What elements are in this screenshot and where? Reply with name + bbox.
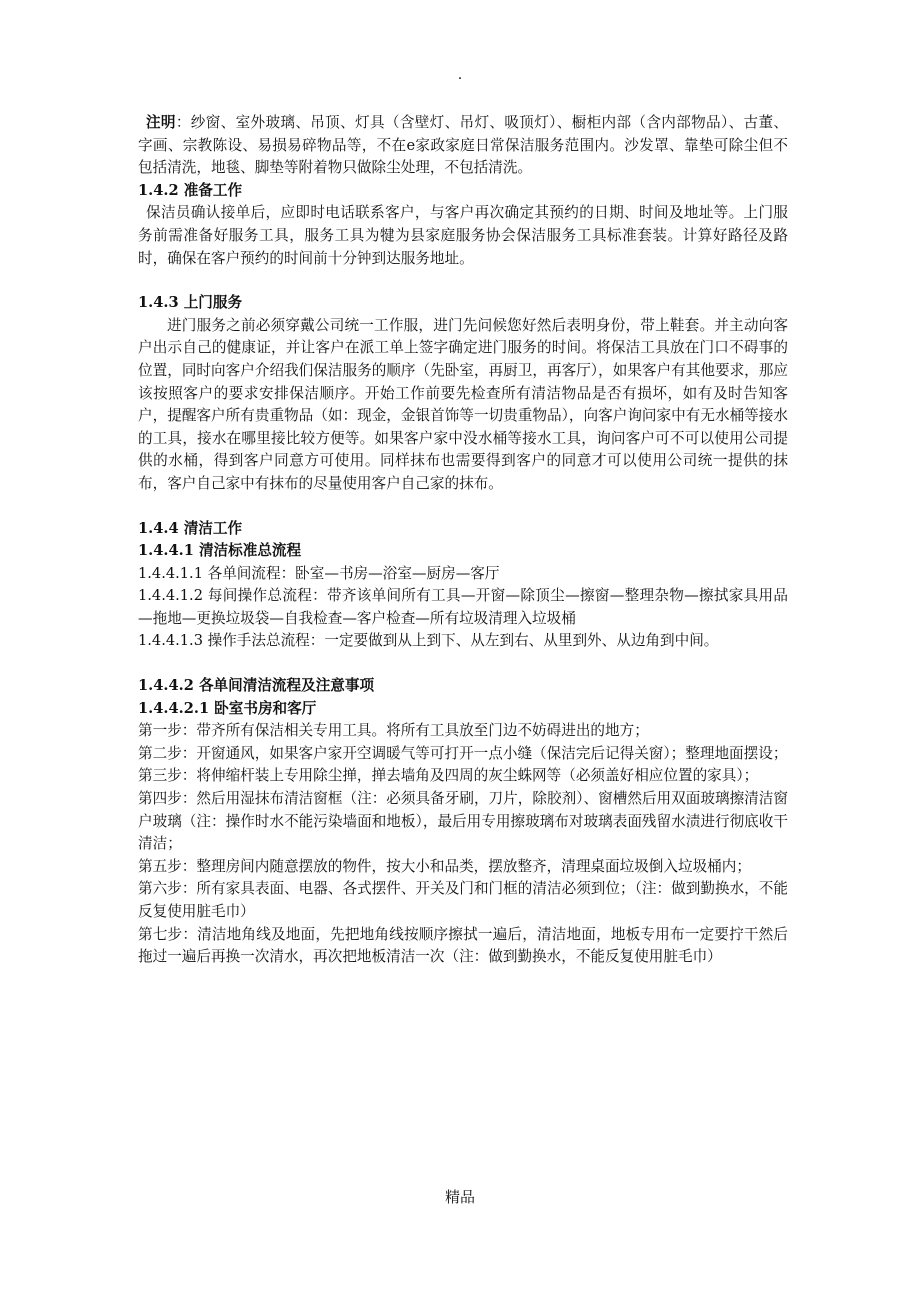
list-item: 1.4.4.1.2 每间操作总流程：带齐该单间所有工具—开窗—除顶尘—擦窗—整理杂物—擦拭家具用品—拖地—更换垃圾袋—自我检查—客户检查—所有垃圾清理入垃圾桶 [138, 587, 788, 627]
spacer [138, 653, 788, 675]
list-item: 1.4.4.1.3 操作手法总流程：一定要做到从上到下、从左到右、从里到外、从边角到中间。 [138, 632, 719, 650]
subsection-heading-1-4-4-1: 1.4.4.1 清洁标准总流程 [138, 542, 302, 560]
page-top-mark: . [457, 67, 463, 83]
section-heading-1-4-2: 1.4.2 准备工作 [138, 181, 243, 199]
spacer [138, 496, 788, 518]
step-item: 第二步：开窗通风，如果客户家开空调暖气等可打开一点小缝（保洁完后记得关窗）；整理地面摆设； [138, 744, 788, 762]
note-label: 注明 [146, 114, 176, 131]
subsection-heading-1-4-4-2: 1.4.4.2 各单间清洁流程及注意事项 [138, 677, 375, 695]
step-item: 第七步：清洁地角线及地面，先把地角线按顺序擦拭一遍后，清洁地面，地板专用布一定要拧干然后拖过一遍后再换一次清水，再次把地板清洁一次（注：做到勤换水，不能反复使用脏毛巾） [138, 925, 788, 966]
subsection-heading-1-4-4-2-1: 1.4.4.2.1 卧室书房和客厅 [138, 699, 317, 717]
section-heading-1-4-3: 1.4.3 上门服务 [138, 294, 243, 312]
document-body [138, 112, 788, 969]
step-item: 第一步：带齐所有保洁相关专用工具。将所有工具放至门边不妨碍进出的地方； [138, 722, 649, 740]
note-paragraph [138, 112, 788, 180]
step-item: 第三步：将伸缩杆装上专用除尘掸，掸去墙角及四周的灰尘蛛网等（必须盖好相应位置的家具）； [138, 767, 759, 785]
list-item: 1.4.4.1.1 各单间流程：卧室—书房—浴室—厨房—客厅 [138, 564, 500, 582]
step-item: 第六步：所有家具表面、电器、各式摆件、开关及门和门框的清洁必须到位；（注：做到勤换水，不能反复使用脏毛巾） [138, 880, 788, 920]
section-heading-1-4-4: 1.4.4 清洁工作 [138, 519, 243, 537]
page-footer: 精品 [444, 1188, 475, 1206]
section-body-1-4-2: 保洁员确认接单后，应即时电话联系客户，与客户再次确定其预约的日期、时间及地址等。上门服务前需准备好服务工具，服务工具为犍为县家庭服务协会保洁服务工具标准套装。计算好路径及路时，确保在客户预约的时间前十分钟到达服务地址。 [138, 204, 788, 267]
spacer [138, 270, 788, 292]
step-item: 第五步：整理房间内随意摆放的物件，按大小和品类，摆放整齐，清理桌面垃圾倒入垃圾桶内； [138, 857, 751, 875]
section-body-1-4-3: 进门服务之前必须穿戴公司统一工作服，进门先问候您好然后表明身份，带上鞋套。并主动向客户出示自己的健康证，并让客户在派工单上签字确定进门服务的时间。将保洁工具放在门口不碍事的位置，同时向客户介绍我们保洁服务的顺序（先卧室，再厨卫，再客厅），如果客户有其他要求，那应该按照客户的要求安排保洁顺序。开始工作前要先检查所有清洁物品是否有损坏，如有及时告知客户，提醒客户所有贵重物品（如：现金，金银首饰等一切贵重物品），向客户询问家中有无水桶等接水的工具，接水在哪里接比较方便等。如果客户家中没水桶等接水工具，询问客户可不可以使用公司提供的水桶，得到客户同意方可使用。同样抹布也需要得到客户的同意才可以使用公司统一提供的抹布，客户自己家中有抹布的尽量使用客户自己家的抹布。 [138, 316, 788, 492]
step-item: 第四步：然后用湿抹布清洁窗框（注：必须具备牙刷，刀片，除胶剂）、窗槽然后用双面玻璃擦清洁窗户玻璃（注：操作时水不能污染墙面和地板），最后用专用擦玻璃布对玻璃表面残留水渍进行彻底收干清洁； [138, 790, 788, 853]
note-text: ：纱窗、室外玻璃、吊顶、灯具（含壁灯、吊灯、吸顶灯）、橱柜内部（含内部物品）、古董、字画、宗教陈设、易损易碎物品等，不在e家政家庭日常保洁服务范围内。沙发罩、靠垫可除尘但不包括清洗，地毯、脚垫等附着物只做除尘处理，不包括清洗。 [138, 114, 788, 177]
